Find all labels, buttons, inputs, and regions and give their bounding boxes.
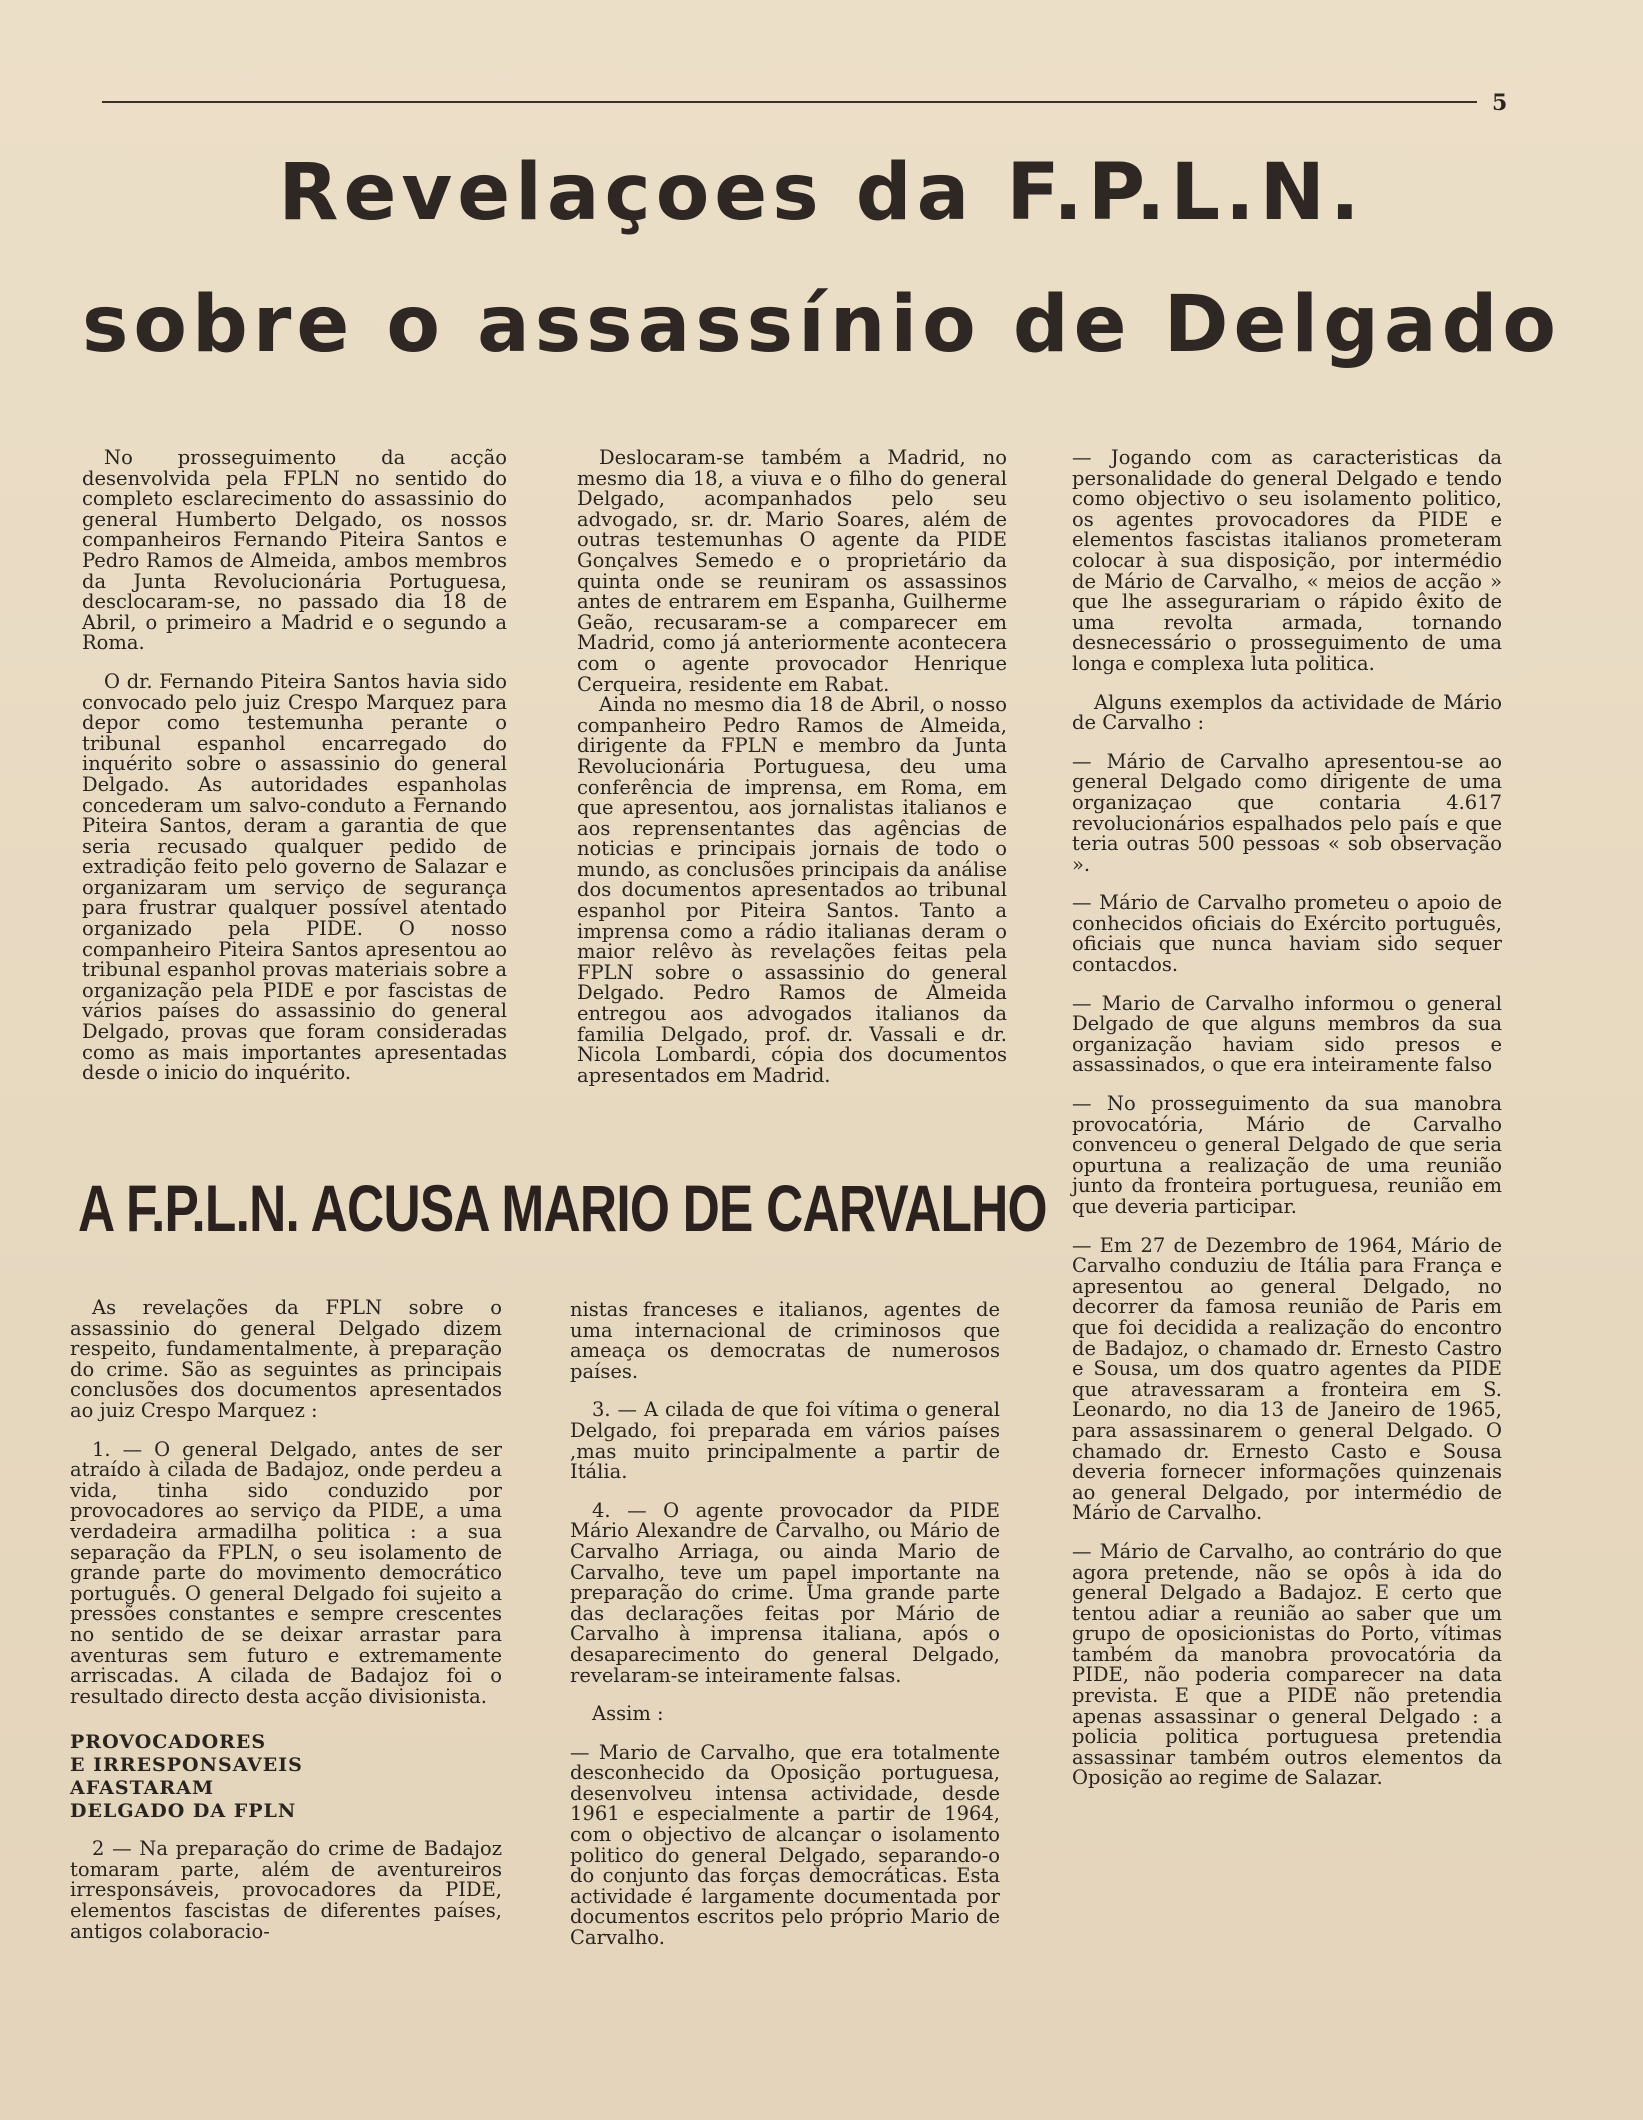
page-number: 5	[1492, 90, 1508, 116]
list-item: — Mário de Carvalho, ao contrário do que agora pretende, não se opôs à ida do general Delgado a Badajoz. E certo que tentou adiar a reunião ao saber que um grupo de oposicionistas do Porto, vítimas também da manobra provocatória da PIDE, não poderia comparecer na data prevista. E que a PIDE não pretendia apenas assassinar o general Delgado : a policia politica portuguesa pretendia assassinar também outros elementos da Oposição ao regime de Salazar.	[1072, 1539, 1502, 1790]
paragraph: Deslocaram-se também a Madrid, no mesmo dia 18, a viuva e o filho do general Delgado, acompanhados pelo seu advogado, sr. dr. Mario Soares, além de outras testemunhas O agente da PIDE Gonçalves Semedo e o proprietário da quinta onde se reuniram os assassinos antes de entrarem em Espanha, Guilherme Geão, recusaram-se a comparecer em Madrid, como já anteriormente acontecera com o agente provocador Henrique Cerqueira, residente em Rabat.	[577, 446, 1007, 696]
paragraph: Alguns exemplos da actividade de Mário de Carvalho :	[1072, 690, 1502, 735]
list-item: 2 — Na preparação do crime de Badajoz tomaram parte, além de aventureiros irresponsáveis, provocadores da PIDE, elementos fascistas de diferentes países, antigos colaboracio-	[70, 1837, 502, 1943]
list-item: 3. — A cilada de que foi vítima o general Delgado, foi preparada em vários países ,mas muito principalmente a partir de Itália.	[570, 1398, 1000, 1484]
list-item: — No prosseguimento da sua manobra provocatória, Mário de Carvalho convenceu o general Delgado de que seria opurtuna a realização de uma reunião junto da fronteira portuguesa, reunião em que deveria participar.	[1072, 1092, 1502, 1218]
headline-line-1: Revelaçoes da F.P.L.N.	[278, 148, 1365, 238]
paragraph: Assim :	[592, 1702, 664, 1726]
subheading	[70, 1731, 502, 1823]
paragraph: As revelações da FPLN sobre o assassinio do general Delgado dizem respeito, fundamentalmente, à preparação do crime. São as seguintes as principais conclusões dos documentos apresentados ao juiz Crespo Marquez :	[70, 1296, 502, 1422]
paragraph: — Jogando com as caracteristicas da personalidade do general Delgado e tendo como objectivo o seu isolamento politico, os agentes provocadores da PIDE e elementos fascistas italianos prometeram colocar à sua disposição, por intermédio de Mário de Carvalho, « meios de acção » que lhe assegurariam o rápido êxito de uma revolta armada, tornando desnecessário o prosseguimento de uma longa e complexa luta politica.	[1072, 446, 1502, 675]
subheading-line: DELGADO DA FPLN	[70, 1800, 297, 1823]
headline-line-2: sobre o assassínio de Delgado	[82, 280, 1561, 370]
section-headline: A F.P.L.N. ACUSA MARIO DE CARVALHO	[78, 1171, 1047, 1245]
column-2-bottom	[570, 1300, 1000, 1967]
paragraph: O dr. Fernando Piteira Santos havia sido convocado pelo juiz Crespo Marquez para depor como testemunha perante o tribunal espanhol encarregado do inquérito sobre o assassinio do general Delgado. As autoridades espanholas concederam um salvo-conduto a Fernando Piteira Santos, deram a garantia de que seria recusado qualquer pedido de extradição feito pelo governo de Salazar e organizaram um serviço de segurança para frustrar qualquer possível atentado organizado pela PIDE. O nosso companheiro Piteira Santos apresentou ao tribunal espanhol provas materiais sobre a organização pela PIDE e por fascistas de vários países do assassinio do general Delgado, provas que foram consideradas como as mais importantes apresentadas desde o inicio do inquérito.	[82, 669, 507, 1085]
list-item: — Mário de Carvalho prometeu o apoio de conhecidos oficiais do Exército português, oficiais que nunca haviam sido sequer contacdos.	[1072, 891, 1502, 977]
paragraph: No prosseguimento da acção desenvolvida pela FPLN no sentido do completo esclarecimento do assassinio do general Humberto Delgado, os nossos companheiros Fernando Piteira Santos e Pedro Ramos de Almeida, ambos membros da Junta Revolucionária Portuguesa, desclocaram-se, no passado dia 18 de Abril, o primeiro a Madrid e o segundo a Roma.	[82, 446, 507, 655]
column-1-bottom	[70, 1298, 502, 1960]
list-item: 1. — O general Delgado, antes de ser atraído à cilada de Badajoz, onde perdeu a vida, tinha sido conduzido por provocadores ao serviço da PIDE, a uma verdadeira armadilha politica : a sua separação da FPLN, o seu isolamento de grande parte do movimento democrático português. O general Delgado foi sujeito a pressões constantes e sempre crescentes no sentido de se deixar arrastar para aventuras sem futuro e extremamente arriscadas. A cilada de Badajoz foi o resultado directo desta acção divisionista.	[70, 1437, 502, 1708]
paragraph: nistas franceses e italianos, agentes de uma internacional de criminosos que ameaça os democratas de numerosos países.	[570, 1298, 1000, 1383]
subheading-line: AFASTARAM	[70, 1777, 214, 1800]
column-1-top	[82, 448, 507, 1102]
column-3	[1072, 448, 1502, 1807]
subheading-line: PROVOCADORES	[70, 1731, 267, 1754]
top-rule	[102, 101, 1477, 103]
column-2-top	[577, 448, 1007, 1104]
list-item: — Mario de Carvalho, que era totalmente desconhecido da Oposição portuguesa, desenvolveu intensa actividade, desde 1961 e especialmente a partir de 1964, com o objectivo de alcançar o isolamento politico do general Delgado, separando-o do conjunto das forças democráticas. Esta actividade é largamente documentada por documentos escritos pelo próprio Mario de Carvalho.	[570, 1740, 1000, 1950]
list-item: — Em 27 de Dezembro de 1964, Mário de Carvalho conduziu de Itália para França e apresentou ao general Delgado, no decorrer da famosa reunião de Paris em que foi decidida a realização do encontro de Badajoz, o chamado dr. Ernesto Castro e Sousa, um dos quatro agentes da PIDE que atravessaram a fronteira em S. Leonardo, no dia 13 de Janeiro de 1965, para assassinarem o general Delgado. O chamado dr. Ernesto Casto e Sousa deveria fornecer informações quinzenais ao general Delgado, por intermédio de Mário de Carvalho.	[1072, 1233, 1502, 1525]
subheading-line: E IRRESPONSAVEIS	[70, 1754, 303, 1777]
list-item: — Mário de Carvalho apresentou-se ao general Delgado como dirigente de uma organizaçao que contaria 4.617 revolucionários espalhados pelo país e que teria outras 500 pessoas « sob observação ».	[1072, 749, 1502, 876]
paragraph: Ainda no mesmo dia 18 de Abril, o nosso companheiro Pedro Ramos de Almeida, dirigente da FPLN e membro da Junta Revolucionária Portuguesa, deu uma conferência de imprensa, em Roma, em que apresentou, aos jornalistas italianos e aos reprensentantes das agências de noticias e principais jornais de todo o mundo, as conclusões principais da análise dos documentos apresentados ao tribunal espanhol por Piteira Santos. Tanto a imprensa como a rádio italianas deram o maior relêvo às revelações feitas pela FPLN sobre o assassinio do general Delgado. Pedro Ramos de Almeida entregou aos advogados italianos da familia Delgado, prof. dr. Vassali e dr. Nicola Lombardi, cópia dos documentos apresentados em Madrid.	[577, 693, 1007, 1087]
list-item: — Mario de Carvalho informou o general Delgado de que alguns membros da sua organização haviam sido presos e assassinados, o que era inteiramente falso	[1072, 991, 1502, 1077]
list-item: 4. — O agente provocador da PIDE Mário Alexandre de Carvalho, ou Mário de Carvalho Arriaga, ou ainda Mario de Carvalho, teve um papel importante na preparação do crime. Uma grande parte das declarações feitas por Mário de Carvalho à imprensa italiana, após o desaparecimento do general Delgado, revelaram-se inteiramente falsas.	[570, 1498, 1000, 1687]
